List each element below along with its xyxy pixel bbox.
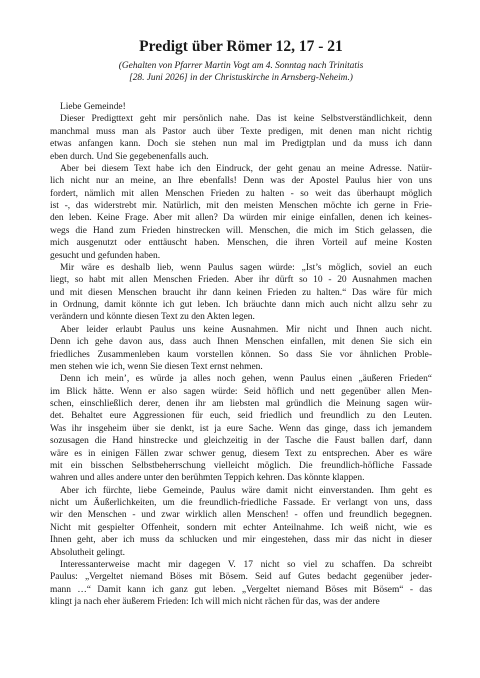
paragraph-line: Absolutheit gelingt. <box>50 547 125 558</box>
paragraph-line: Nicht mit gespielter Offenheit, sondern mit echter Anteilnahme. Ich weiß nicht, wie es <box>50 522 432 533</box>
paragraph-line: wahren und alles andere unter den berühmten Teppich kehren. Das könnte klappen. <box>50 473 365 484</box>
sermon-subtitle <box>50 60 432 84</box>
paragraph <box>50 559 432 609</box>
document-page <box>50 38 432 608</box>
paragraph <box>50 485 432 559</box>
paragraph-line: eben durch. Und Sie gegebenenfalls auch. <box>50 151 209 162</box>
paragraph <box>50 113 432 163</box>
paragraph-line: lich nicht nur an meine, an Ihre ebenfalls! Denn was der Apostel Paulus hier von uns <box>50 176 432 187</box>
paragraph-line: wegs die Hand zum Frieden hinstrecken will. Menschen, die mich im Stich gelassen, die <box>50 225 432 236</box>
paragraph-line: det. Behaltet eure Aggressionen für euch, seid friedlich und freundlich zu den Leuten. <box>50 411 432 422</box>
paragraph-line: liegt, so habt mit allen Menschen Frieden. Aber ihr dürft so 10 - 20 Ausnahmen machen <box>50 275 432 286</box>
paragraph <box>50 324 432 374</box>
paragraph-line: klingt ja nach eher äußerem Frieden: Ich will mich nicht rächen für das, was der andere <box>50 597 380 607</box>
paragraph-line: Aber ich fürchte, liebe Gemeinde, Paulus wäre damit nicht einverstanden. Ihm geht es <box>60 485 432 496</box>
paragraph-line: Mir wäre es deshalb lieb, wenn Paulus sagen würde: „Ist’s möglich, soviel an euch <box>60 262 432 273</box>
paragraph-line: friedliches Zusammenleben kaum vorstellen können. So dass Sie vor ähnlichen Proble- <box>50 349 432 360</box>
paragraph-line: mich ausgenutzt oder enttäuscht haben. Menschen, die ihren Vorteil auf meine Kosten <box>50 238 432 249</box>
paragraph-line: wäre es in einigen Fällen zwar schwer genug, diesem Text zu entsprechen. Aber es wäre <box>50 448 432 459</box>
paragraph-line: verändern und könnte diesen Text zu den Akten legen. <box>50 312 255 323</box>
paragraph <box>50 101 432 113</box>
paragraph-line: Was ihr insgeheim über sie denkt, ist ja eure Sache. Wenn das ginge, dass ich jemandem <box>50 423 432 434</box>
paragraph-line: nicht um Äußerlichkeiten, um die freundlich-friedliche Fassade. Er verlangt von uns, dass <box>50 498 432 508</box>
paragraph-line: Aber bei diesem Text habe ich den Eindruck, der geht genau an meine Adresse. Natür- <box>60 163 432 174</box>
paragraph-line: manchmal muss man als Pastor auch über Texte predigen, mit denen man nicht richtig <box>50 126 432 137</box>
paragraph-line: den leben. Keine Frage. Aber mit allen? Da würden mir einige einfallen, denen ich keines- <box>50 213 432 224</box>
paragraph-line: und mit diesen Menschen braucht ihr dann keinen Frieden zu halten.“ Das wäre für mich <box>50 287 432 298</box>
paragraph-line: gesucht und gefunden haben. <box>50 250 161 261</box>
paragraph-line: Dieser Predigttext geht mir persönlich nahe. Das ist keine Selbstverständlichkeit, denn <box>60 114 432 125</box>
paragraph-line: etwas anfangen kann. Doch sie stehen nun mal im Predigtplan und da muss ich dann <box>50 139 432 150</box>
paragraph-line: Denn ich mein’, es würde ja alles noch gehen, wenn Paulus einen „äußeren Frieden“ <box>60 374 432 385</box>
paragraph-line: ist -, das widerstrebt mir. Natürlich, mit den meisten Menschen möchte ich gerne in Frie- <box>50 201 432 211</box>
paragraph-line: mit ein bisschen Selbstbeherrschung vielleicht möglich. Die freundlich-höfliche Fassade <box>50 460 432 471</box>
sermon-body <box>50 101 432 608</box>
paragraph-line: in Ordnung, damit könnte ich gut leben. Ich bräuchte dann mich auch nicht allzu sehr zu <box>50 300 432 310</box>
paragraph-line: Ihnen geht, aber ich muss da schlucken und mir eingestehen, dass mir das nicht in dieser <box>50 535 432 546</box>
paragraph-line: wir den Menschen - und zwar wirklich allen Menschen! - offen und freundlich begegnen. <box>50 510 432 521</box>
paragraph-line: Aber leider erlaubt Paulus uns keine Ausnahmen. Mir nicht und Ihnen auch nicht. <box>60 324 432 335</box>
sermon-title: Predigt über Römer 12, 17 - 21 <box>139 38 343 55</box>
paragraph-line: men stehen wie ich, wenn Sie diesen Text ernst nehmen. <box>50 361 263 372</box>
subtitle-line: [28. Juni 2026] in der Christuskirche in Arnsberg-Neheim.) <box>129 73 353 83</box>
paragraph-line: sozusagen die Hand hinstrecke und gleichzeitig in der Tasche die Faust ballen darf, dann <box>50 436 432 447</box>
paragraph-line: Paulus: „Vergeltet niemand Böses mit Bösem. Seid auf Gutes bedacht gegenüber jeder- <box>50 572 432 583</box>
paragraph <box>50 262 432 324</box>
paragraph-line: schen, einschließlich derer, denen ihr am liebsten mal gründlich die Meinung sagen wür- <box>50 399 432 409</box>
paragraph <box>50 163 432 262</box>
subtitle-line: (Gehalten von Pfarrer Martin Vogt am 4. Sonntag nach Trinitatis <box>118 61 364 71</box>
paragraph-line: Denn ich gehe davon aus, dass auch Ihnen Menschen einfallen, mit denen Sie sich ein <box>50 337 432 348</box>
paragraph-line: mann …“ Damit kann ich ganz gut leben. „Vergeltet niemand Böses mit Bösem“ - das <box>50 584 432 595</box>
paragraph-line: Liebe Gemeinde! <box>60 102 126 112</box>
paragraph-line: Interessanterweise macht mir dagegen V. 17 nicht so viel zu schaffen. Da schreibt <box>60 559 432 570</box>
paragraph <box>50 373 432 484</box>
paragraph-line: im Blick hätte. Wenn er also sagen würde: Seid höflich und nett gegenüber allen Men- <box>50 386 432 397</box>
paragraph-line: fordert, nämlich mit allen Menschen Frieden zu halten - so weit das überhaupt möglich <box>50 188 432 199</box>
